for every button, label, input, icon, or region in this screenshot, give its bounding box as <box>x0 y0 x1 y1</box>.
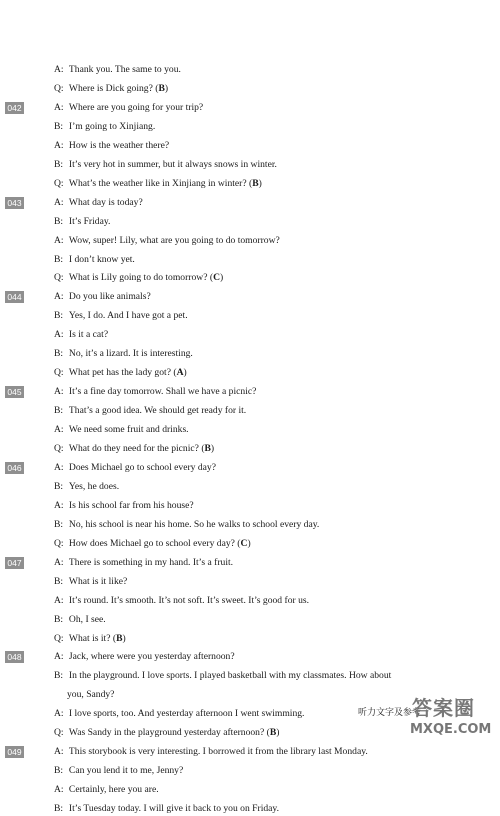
speaker-label: A: <box>54 291 64 303</box>
dialogue-line <box>67 688 114 702</box>
dialogue-line <box>54 271 223 285</box>
speaker-label: A: <box>54 329 64 341</box>
speaker-label: Q: <box>54 727 64 739</box>
line-text: I love sports, too. And yesterday afternoon I went swimming. <box>68 708 305 720</box>
speaker-label: Q: <box>54 82 64 94</box>
dialogue-line <box>54 120 155 134</box>
line-text: Yes, he does. <box>68 480 120 492</box>
answer-letter: B <box>116 632 123 644</box>
line-text: How does Michael go to school every day? ( <box>68 537 241 549</box>
line-text: Where are you going for your trip? <box>68 101 204 113</box>
line-text: What is it? ( <box>68 632 117 644</box>
speaker-label: Q: <box>54 537 64 549</box>
speaker-label: B: <box>54 803 64 815</box>
line-text: I don’t know yet. <box>68 253 135 265</box>
speaker-label: A: <box>54 746 64 758</box>
line-text: No, his school is near his home. So he walks to school every day. <box>68 518 320 530</box>
line-text: It’s a fine day tomorrow. Shall we have a picnic? <box>68 386 257 398</box>
question-number-badge: 045 <box>5 386 24 398</box>
line-text: I’m going to Xinjiang. <box>68 120 156 132</box>
answer-close-paren: ) <box>183 367 187 379</box>
line-text: No, it’s a lizard. It is interesting. <box>68 348 193 360</box>
dialogue-line <box>54 726 279 740</box>
dialogue-line <box>54 461 216 475</box>
dialogue-line <box>54 101 203 115</box>
question-number-badge: 043 <box>5 197 24 209</box>
line-text: Does Michael go to school every day? <box>68 461 216 473</box>
line-text: Can you lend it to me, Jenny? <box>68 765 184 777</box>
dialogue-line <box>54 196 143 210</box>
line-text: Wow, super! Lily, what are you going to do tomorrow? <box>68 234 280 246</box>
answer-letter: B <box>269 727 277 739</box>
line-text: That’s a good idea. We should get ready for it. <box>68 405 247 417</box>
line-text: In the playground. I love sports. I played basketball with my classmates. How about <box>68 670 392 682</box>
line-text: Is his school far from his house? <box>68 499 194 511</box>
line-text: What is it like? <box>68 575 128 587</box>
speaker-label: A: <box>54 234 64 246</box>
speaker-label: A: <box>54 556 64 568</box>
line-text: Jack, where were you yesterday afternoon? <box>68 651 235 663</box>
answer-close-paren: ) <box>276 727 280 739</box>
speaker-label: Q: <box>54 177 64 189</box>
line-text: We need some fruit and drinks. <box>68 424 189 436</box>
line-text: Oh, I see. <box>68 613 106 625</box>
question-number-badge: 049 <box>5 746 24 758</box>
speaker-label: B: <box>54 670 64 682</box>
dialogue-line <box>54 215 110 229</box>
dialogue-line <box>54 442 214 456</box>
line-text: It’s round. It’s smooth. It’s not soft. It’s sweet. It’s good for us. <box>68 594 310 606</box>
question-number-badge: 046 <box>5 462 24 474</box>
line-text: Was Sandy in the playground yesterday afternoon? ( <box>68 727 270 739</box>
speaker-label: Q: <box>54 443 64 454</box>
answer-close-paren: ) <box>247 537 251 549</box>
dialogue-line <box>54 594 309 608</box>
line-text: It’s Friday. <box>68 215 111 227</box>
answer-close-paren: ) <box>164 82 169 94</box>
line-text: Certainly, here you are. <box>68 784 159 796</box>
question-number-badge: 048 <box>5 651 24 663</box>
dialogue-line <box>54 139 169 153</box>
dialogue-line <box>54 613 106 627</box>
speaker-label: A: <box>54 139 64 151</box>
speaker-label: B: <box>54 765 64 777</box>
dialogue-line <box>54 82 168 96</box>
answer-letter: C <box>213 272 221 284</box>
answer-letter: A <box>176 367 184 379</box>
speaker-label: B: <box>54 253 64 265</box>
line-text: It’s very hot in summer, but it always snows in winter. <box>68 158 277 170</box>
speaker-label: B: <box>54 348 64 360</box>
speaker-label: Q: <box>54 632 64 644</box>
speaker-label: B: <box>54 480 64 492</box>
dialogue-line <box>54 480 119 494</box>
watermark-bottom: MXQE.COM <box>410 722 492 737</box>
dialogue-line <box>54 764 183 778</box>
speaker-label: A: <box>54 708 64 720</box>
answer-close-paren: ) <box>258 177 262 189</box>
dialogue-line <box>54 669 391 683</box>
watermark-logo <box>408 692 498 742</box>
answer-letter: C <box>240 537 248 549</box>
dialogue-line <box>54 575 127 589</box>
dialogue-line <box>54 158 277 172</box>
answer-letter: B <box>252 177 259 189</box>
speaker-label: A: <box>54 64 64 75</box>
dialogue-line <box>54 707 304 721</box>
dialogue-line <box>54 499 194 513</box>
speaker-label: A: <box>54 461 64 473</box>
question-number-badge: 044 <box>5 291 24 303</box>
answer-close-paren: ) <box>122 632 126 644</box>
speaker-label: A: <box>54 424 64 436</box>
question-number-badge: 042 <box>5 102 24 114</box>
answer-letter: B <box>158 82 165 94</box>
line-text: What day is today? <box>68 196 143 208</box>
speaker-label: B: <box>54 613 64 625</box>
dialogue-line <box>54 234 280 248</box>
line-text: There is something in my hand. It’s a fruit. <box>68 556 234 568</box>
answer-letter: B <box>204 443 211 454</box>
dialogue-line <box>54 537 251 551</box>
answer-close-paren: ) <box>220 272 224 284</box>
footer-section-label: 听力文字及参考 <box>358 708 422 718</box>
speaker-label: A: <box>54 651 64 663</box>
speaker-label: B: <box>54 120 64 132</box>
speaker-label: A: <box>54 499 64 511</box>
dialogue-line <box>54 290 151 304</box>
dialogue-line <box>54 385 256 399</box>
dialogue-line <box>54 177 262 191</box>
line-text: It’s Tuesday today. I will give it back to you on Friday. <box>68 803 279 815</box>
answer-close-paren: ) <box>210 443 215 454</box>
line-text: This storybook is very interesting. I borrowed it from the library last Monday. <box>68 746 368 758</box>
dialogue-line <box>54 650 235 664</box>
speaker-label: A: <box>54 101 64 113</box>
dialogue-line <box>54 556 233 570</box>
speaker-label: B: <box>54 215 64 227</box>
dialogue-line <box>54 347 193 361</box>
line-text: What pet has the lady got? ( <box>68 367 177 379</box>
line-text: Do you like animals? <box>68 291 151 303</box>
dialogue-line <box>54 423 189 437</box>
line-text: you, Sandy? <box>67 689 115 701</box>
dialogue-line <box>54 632 126 646</box>
line-text: Thank you. The same to you. <box>68 64 181 75</box>
dialogue-line <box>54 802 279 816</box>
dialogue-line <box>54 518 319 532</box>
line-text: Is it a cat? <box>68 329 109 341</box>
speaker-label: A: <box>54 594 64 606</box>
speaker-label: B: <box>54 405 64 417</box>
dialogue-line <box>54 253 135 267</box>
speaker-label: A: <box>54 196 64 208</box>
speaker-label: Q: <box>54 272 64 284</box>
dialogue-line <box>54 366 187 380</box>
line-text: What’s the weather like in Xinjiang in winter? ( <box>68 177 253 189</box>
speaker-label: A: <box>54 784 64 796</box>
speaker-label: B: <box>54 518 64 530</box>
dialogue-line <box>54 783 159 797</box>
dialogue-line <box>54 328 108 342</box>
speaker-label: Q: <box>54 367 64 379</box>
dialogue-line <box>54 404 246 418</box>
dialogue-line <box>54 745 368 759</box>
speaker-label: B: <box>54 575 64 587</box>
line-text: What do they need for the picnic? ( <box>68 443 205 454</box>
speaker-label: B: <box>54 310 64 322</box>
watermark-top: 答案圈 <box>412 696 475 720</box>
line-text: What is Lily going to do tomorrow? ( <box>68 272 214 284</box>
dialogue-line <box>54 63 181 77</box>
speaker-label: B: <box>54 158 64 170</box>
dialogue-line <box>54 309 188 323</box>
line-text: Where is Dick going? ( <box>68 82 159 94</box>
line-text: Yes, I do. And I have got a pet. <box>68 310 188 322</box>
line-text: How is the weather there? <box>68 139 170 151</box>
speaker-label: A: <box>54 386 64 398</box>
question-number-badge: 047 <box>5 557 24 569</box>
